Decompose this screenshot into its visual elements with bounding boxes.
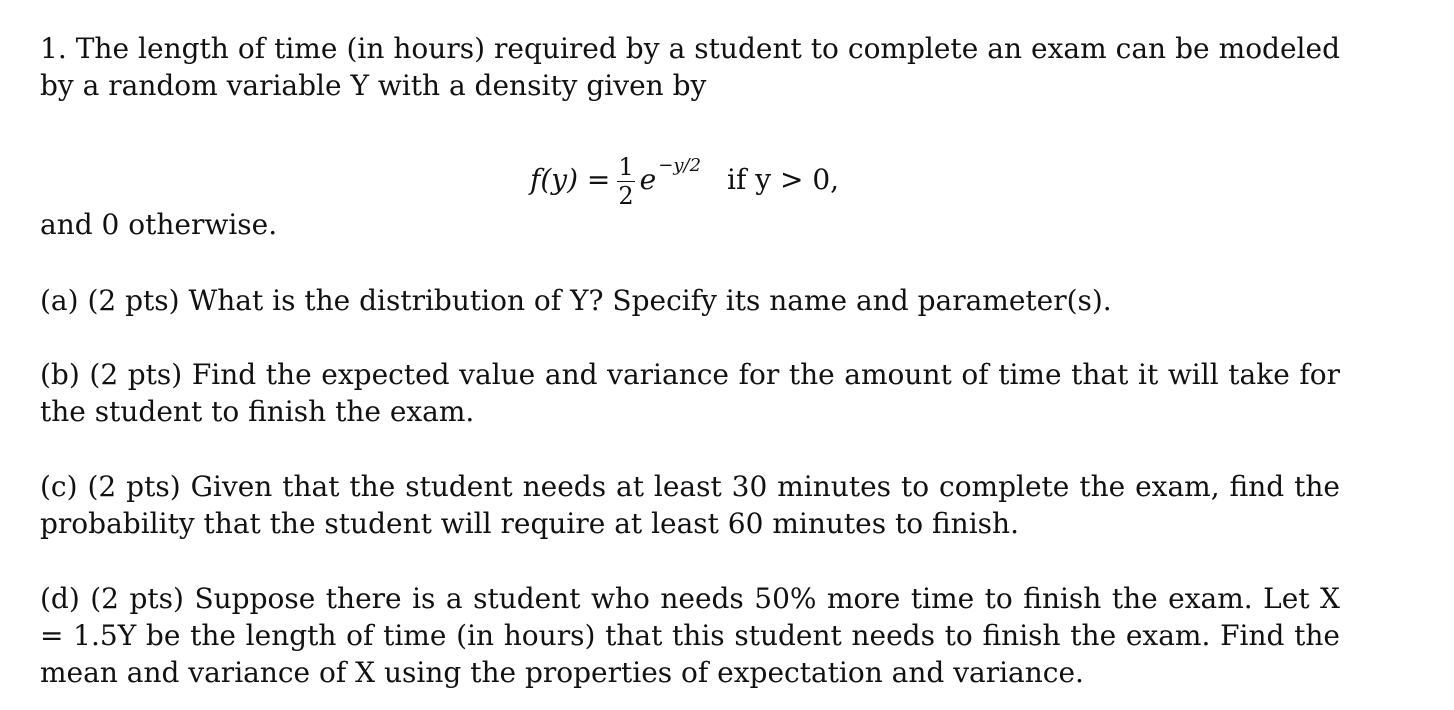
part-c: (c) (2 pts) Given that the student needs at least 30 minutes to complete the exam, find the probability that the student will require at least 60 minutes to finish. <box>40 470 1340 540</box>
part-a: (a) (2 pts) What is the distribution of Y? Specify its name and parameter(s). <box>40 284 1112 317</box>
equation-fraction <box>616 154 635 209</box>
fraction-numerator: 1 <box>618 152 634 181</box>
equation-lhs: f(y) = <box>530 162 611 196</box>
equation-base: e <box>639 162 657 196</box>
equation-condition: if y > 0, <box>727 162 840 196</box>
part-d: (d) (2 pts) Suppose there is a student who needs 50% more time to finish the exam. Let X = 1.5Y be the length of time (in hours) that this student needs to finish the exam. Find the mean and variance of X using the properties of expectation and variance. <box>40 582 1340 689</box>
part-b: (b) (2 pts) Find the expected value and variance for the amount of time that it will take for the student to finish the exam. <box>40 358 1340 428</box>
equation-exponent: −y/2 <box>658 154 702 176</box>
fraction-denominator: 2 <box>618 181 634 210</box>
otherwise-text: and 0 otherwise. <box>40 208 278 241</box>
problem-intro: 1. The length of time (in hours) required by a student to complete an exam can be modeled by a random variable Y with a density given by <box>40 32 1340 102</box>
density-equation <box>530 144 839 214</box>
